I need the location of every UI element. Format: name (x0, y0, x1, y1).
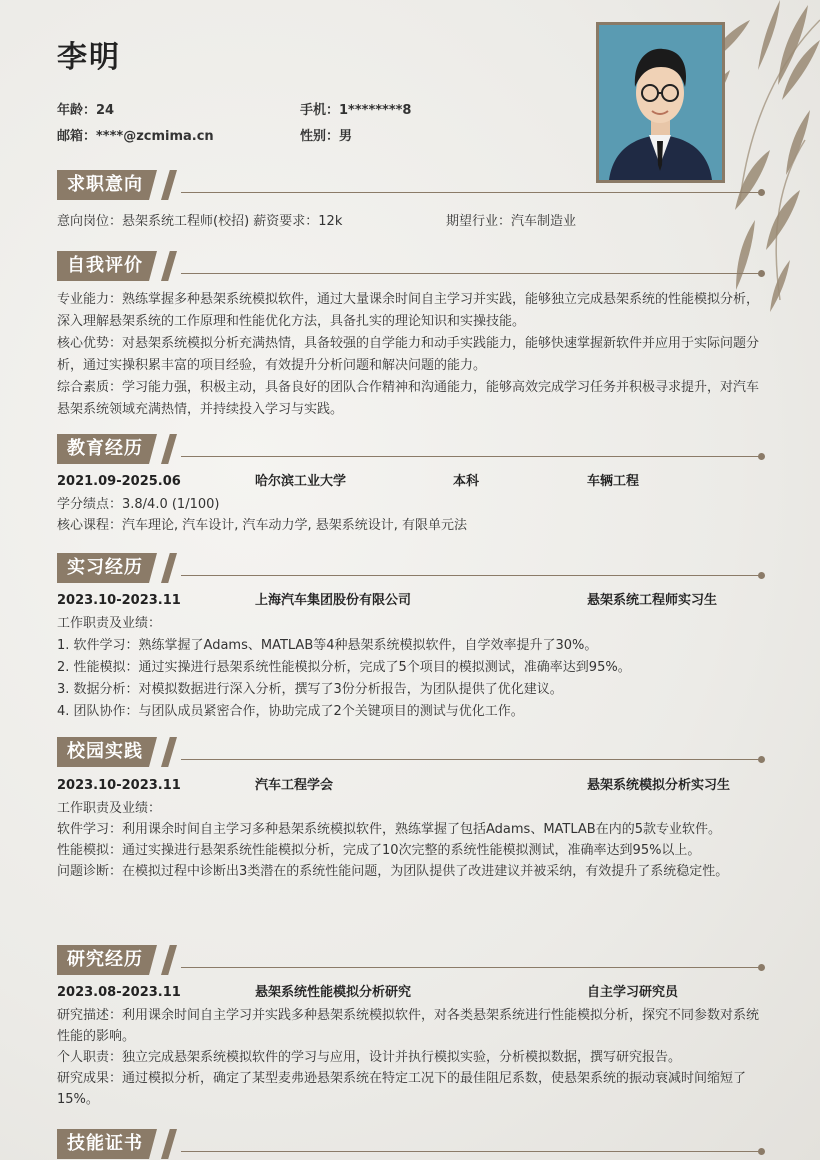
internship-line: 1. 软件学习：熟练掌握了Adams、MATLAB等4种悬架系统模拟软件，自学效率提升了30%。 (57, 638, 598, 653)
section-title: 自我评价 (67, 255, 143, 276)
evaluation-paragraph: 核心优势：对悬架系统模拟分析充满热情，具备较强的自学能力和动手实践能力，能够快速掌握新软件并应用于实际问题分析，通过实操积累丰富的项目经验，有效提升分析问题和解决问题的能力。 (57, 336, 760, 373)
campus-line: 问题诊断：在模拟过程中诊断出3类潜在的系统性能问题，为团队提供了改进建议并被采纳，有效提升了系统稳定性。 (57, 864, 729, 879)
education-period: 2021.09-2025.06 (57, 474, 181, 489)
research-line: 研究成果：通过模拟分析，确定了某型麦弗逊悬架系统在特定工况下的最佳阻尼系数，使悬架系统的振动衰减时间缩短了15%。 (57, 1071, 747, 1107)
campus-details (57, 798, 767, 882)
internship-line: 工作职责及业绩： (57, 616, 162, 631)
job-industry: 期望行业：汽车制造业 (446, 214, 577, 229)
section-header-job-intent (57, 170, 765, 200)
section-title: 校园实践 (67, 741, 143, 762)
section-title: 教育经历 (67, 438, 143, 459)
education-degree: 本科 (453, 474, 480, 489)
internship-period: 2023.10-2023.11 (57, 593, 181, 608)
research-line: 个人职责：独立完成悬架系统模拟软件的学习与应用，设计并执行模拟实验，分析模拟数据，撰写研究报告。 (57, 1050, 682, 1065)
campus-role: 悬架系统模拟分析实习生 (587, 778, 731, 793)
section-header-internship (57, 553, 765, 583)
campus-line: 性能模拟：通过实操进行悬架系统性能模拟分析，完成了10次完整的系统性能模拟测试，准确率达到95%以上。 (57, 843, 701, 858)
education-major: 车辆工程 (587, 474, 640, 489)
internship-line: 4. 团队协作：与团队成员紧密合作，协助完成了2个关键项目的测试与优化工作。 (57, 704, 524, 719)
age-field: 年龄：24 (57, 103, 115, 118)
internship-role: 悬架系统工程师实习生 (587, 593, 718, 608)
avatar-icon (599, 25, 722, 180)
campus-period: 2023.10-2023.11 (57, 778, 181, 793)
internship-details (57, 613, 767, 723)
research-row (57, 983, 767, 1003)
section-header-education (57, 434, 765, 464)
candidate-name: 李明 (57, 40, 121, 75)
evaluation-paragraph: 专业能力：熟练掌握多种悬架系统模拟软件，通过大量课余时间自主学习并实践，能够独立完成悬架系统的性能模拟分析，深入理解悬架系统的工作原理和性能优化方法，具备扎实的理论知识和实操技能。 (57, 292, 760, 329)
campus-line: 工作职责及业绩： (57, 801, 162, 816)
education-details (57, 494, 767, 536)
research-role: 自主学习研究员 (587, 985, 679, 1000)
research-period: 2023.08-2023.11 (57, 985, 181, 1000)
internship-line: 3. 数据分析：对模拟数据进行深入分析，撰写了3份分析报告，为团队提供了优化建议。 (57, 682, 563, 697)
section-title: 技能证书 (67, 1133, 143, 1154)
education-row (57, 472, 767, 492)
job-position: 意向岗位：悬架系统工程师(校招) 薪资要求：12k (57, 214, 343, 229)
campus-line: 软件学习：利用课余时间自主学习多种悬架系统模拟软件，熟练掌握了包括Adams、MATLAB在内的5款专业软件。 (57, 822, 721, 837)
education-line: 学分绩点：3.8/4.0 (1/100) (57, 497, 220, 512)
evaluation-paragraph: 综合素质：学习能力强，积极主动，具备良好的团队合作精神和沟通能力，能够高效完成学习任务并积极寻求提升，对汽车悬架系统领域充满热情，并持续投入学习与实践。 (57, 380, 760, 417)
self-evaluation-content (57, 289, 767, 421)
research-line: 研究描述：利用课余时间自主学习并实践多种悬架系统模拟软件，对各类悬架系统进行性能模拟分析，探究不同参数对系统性能的影响。 (57, 1008, 760, 1044)
section-header-campus (57, 737, 765, 767)
section-header-self-evaluation (57, 251, 765, 281)
research-details (57, 1005, 767, 1110)
profile-photo (596, 22, 725, 183)
campus-row (57, 776, 767, 796)
education-school: 哈尔滨工业大学 (255, 474, 347, 489)
section-title: 求职意向 (67, 174, 143, 195)
gender-field: 性别：男 (300, 129, 353, 144)
campus-org: 汽车工程学会 (255, 778, 334, 793)
internship-line: 2. 性能模拟：通过实操进行悬架系统性能模拟分析，完成了5个项目的模拟测试，准确率达到95%。 (57, 660, 631, 675)
internship-row (57, 591, 767, 611)
job-intent-content (57, 212, 767, 232)
research-project: 悬架系统性能模拟分析研究 (255, 985, 412, 1000)
section-header-skills (57, 1129, 765, 1159)
internship-company: 上海汽车集团股份有限公司 (255, 593, 412, 608)
phone-field: 手机：1********8 (300, 103, 412, 118)
email-field: 邮箱：****@zcmima.cn (57, 129, 214, 144)
section-title: 研究经历 (67, 949, 143, 970)
section-header-research (57, 945, 765, 975)
education-line: 核心课程：汽车理论, 汽车设计, 汽车动力学, 悬架系统设计, 有限单元法 (57, 518, 468, 533)
section-title: 实习经历 (67, 557, 143, 578)
